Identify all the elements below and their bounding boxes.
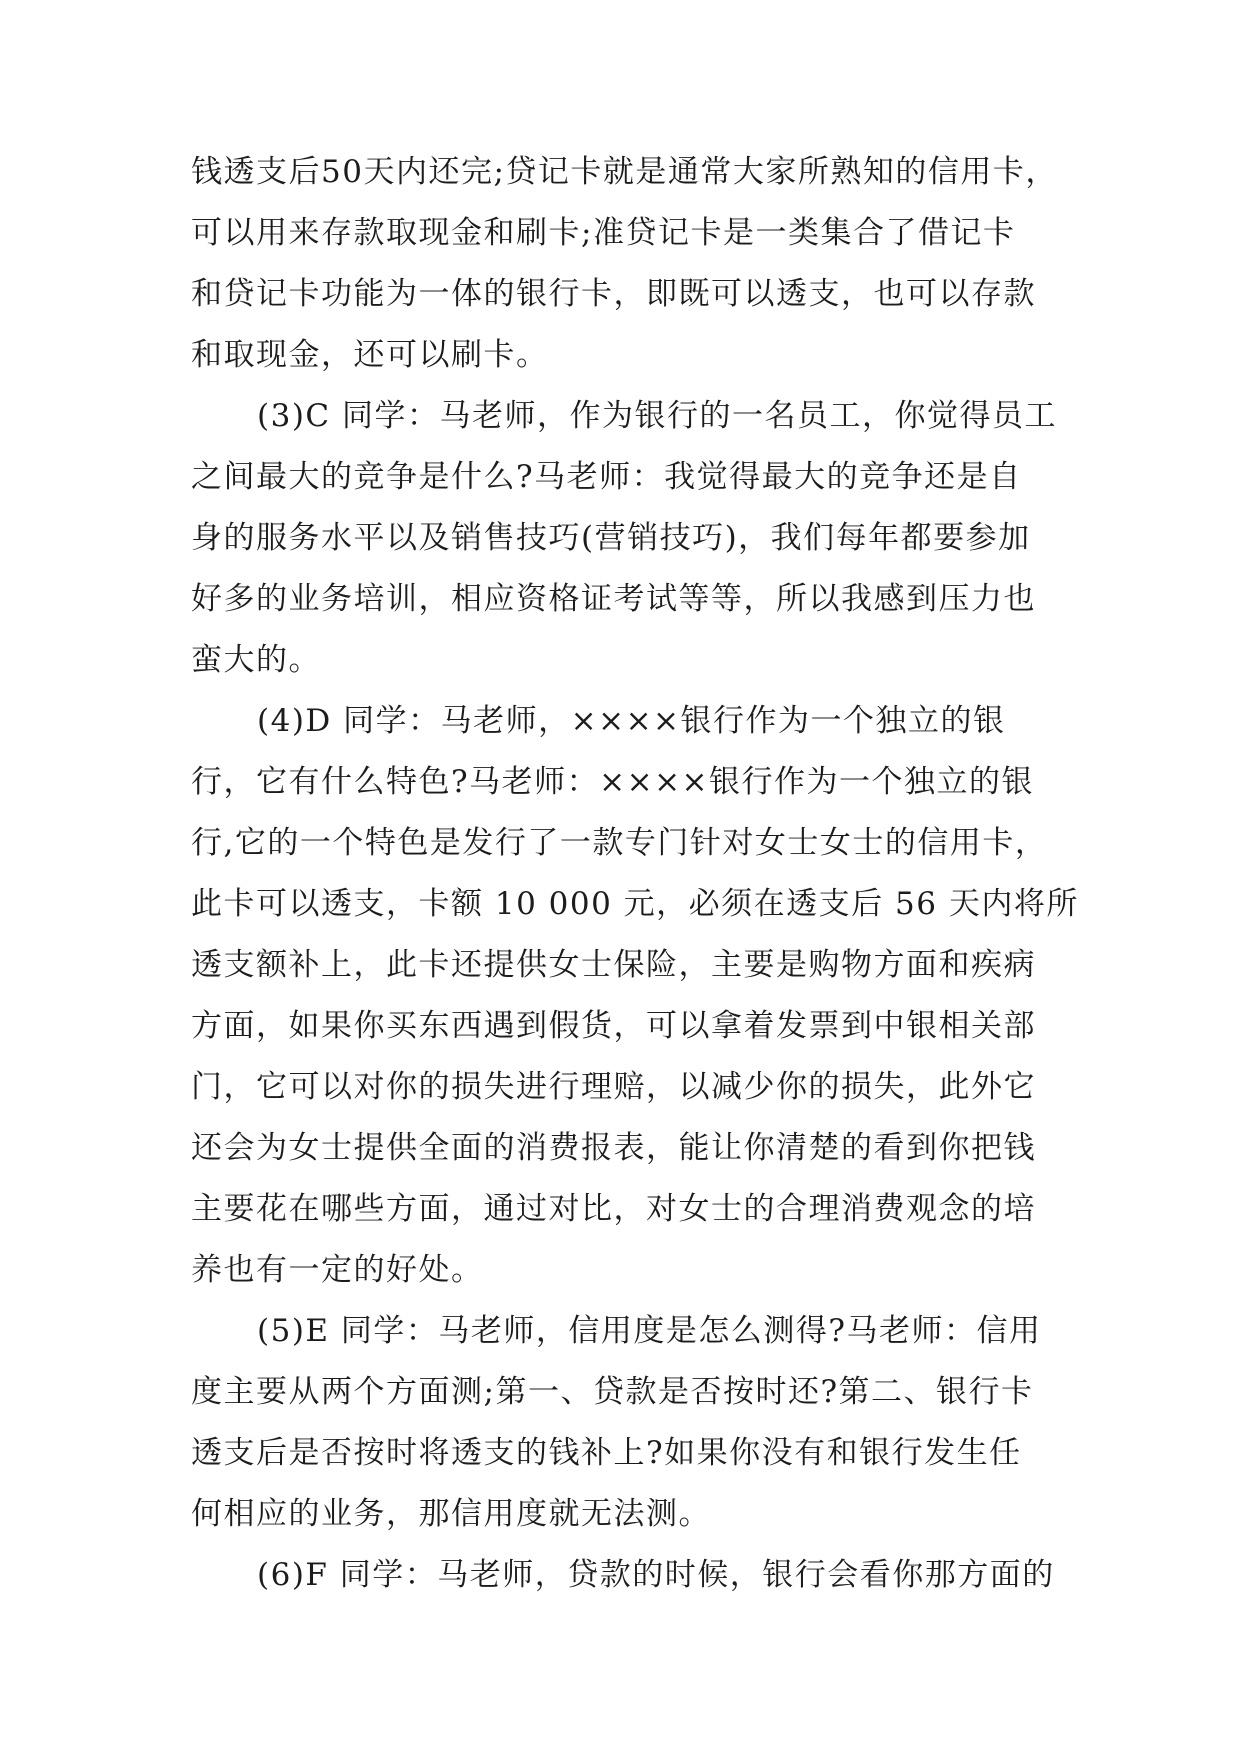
text-line: 透支后是否按时将透支的钱补上?如果你没有和银行发生任	[191, 1435, 1022, 1471]
text-line: 之间最大的竞争是什么?马老师：我觉得最大的竞争还是自	[191, 459, 1022, 495]
text-line: 主要花在哪些方面，通过对比，对女士的合理消费观念的培	[191, 1191, 1036, 1227]
text-line: 透支额补上，此卡还提供女士保险，主要是购物方面和疾病	[191, 947, 1036, 983]
text-line: 养也有一定的好处。	[191, 1252, 484, 1288]
text-line: 此卡可以透支，卡额 10 000 元，必须在透支后 56 天内将所	[191, 886, 1079, 922]
text-line: 钱透支后50天内还完;贷记卡就是通常大家所熟知的信用卡，	[191, 154, 1058, 190]
paragraph-4-start: (4)D 同学：马老师，××××银行作为一个独立的银	[257, 703, 1006, 739]
text-line: 行,它的一个特色是发行了一款专门针对女士女士的信用卡，	[191, 825, 1048, 861]
text-line: 度主要从两个方面测;第一、贷款是否按时还?第二、银行卡	[191, 1374, 1034, 1410]
text-line: 方面，如果你买东西遇到假货，可以拿着发票到中银相关部	[191, 1008, 1036, 1044]
paragraph-6-start: (6)F 同学：马老师，贷款的时候，银行会看你那方面的	[257, 1557, 1055, 1593]
text-line: 门，它可以对你的损失进行理赔，以减少你的损失，此外它	[191, 1069, 1036, 1105]
text-line: 和取现金，还可以刷卡。	[191, 337, 549, 373]
text-line: 好多的业务培训，相应资格证考试等等，所以我感到压力也	[191, 581, 1036, 617]
text-line: 何相应的业务，那信用度就无法测。	[191, 1496, 711, 1532]
text-line: 行，它有什么特色?马老师：××××银行作为一个独立的银	[191, 764, 1035, 800]
text-line: 还会为女士提供全面的消费报表，能让你清楚的看到你把钱	[191, 1130, 1036, 1166]
text-line: 蛮大的。	[191, 642, 321, 678]
text-line: 可以用来存款取现金和刷卡;准贷记卡是一类集合了借记卡	[191, 215, 1016, 251]
text-line: 身的服务水平以及销售技巧(营销技巧)，我们每年都要参加	[191, 520, 1031, 556]
paragraph-3-start: (3)C 同学：马老师，作为银行的一名员工，你觉得员工	[257, 398, 1057, 434]
text-line: 和贷记卡功能为一体的银行卡，即既可以透支，也可以存款	[191, 276, 1036, 312]
paragraph-5-start: (5)E 同学：马老师，信用度是怎么测得?马老师：信用	[257, 1313, 1042, 1349]
